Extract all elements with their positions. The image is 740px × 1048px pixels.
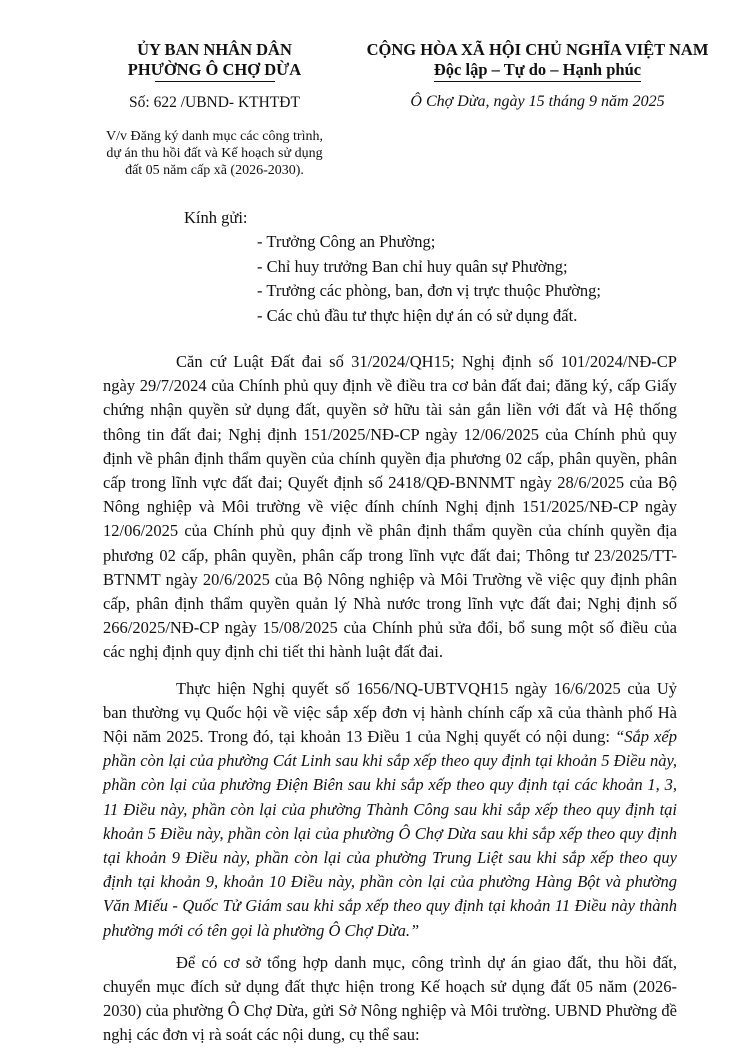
- national-heading-block: [345, 40, 730, 112]
- subject-line: V/v Đăng ký danh mục các công trình,: [106, 129, 323, 144]
- document-body: [103, 206, 677, 1048]
- resolution-intro: Thực hiện Nghị quyết số 1656/NQ-UBTVQH15 ngày 16/6/2025 của Uỷ ban thường vụ Quốc hội về việc sắp xếp đơn vị hành chính cấp xã của thành phố Hà Nội năm 2025. Trong đó, tại khoản 13 Điều 1 của Nghị quyết có nội dung:: [103, 678, 677, 747]
- national-title: CỘNG HÒA XÃ HỘI CHỦ NGHĨA VIỆT NAM: [366, 40, 709, 59]
- recipient-item: - Chỉ huy trưởng Ban chỉ huy quân sự Phường;: [257, 256, 568, 276]
- issuing-authority-block: [82, 40, 347, 179]
- recipient-item: - Trưởng Công an Phường;: [257, 232, 436, 251]
- recipient-item: - Trưởng các phòng, ban, đơn vị trực thuộc Phường;: [257, 281, 602, 300]
- subject-line: đất 05 năm cấp xã (2026-2030).: [125, 163, 304, 178]
- recipient-list: [257, 230, 677, 328]
- document-subject: [82, 128, 347, 179]
- salutation: Kính gửi:: [184, 208, 248, 227]
- subject-line: dự án thu hồi đất và Kế hoạch sử dụng: [106, 146, 323, 161]
- document-header: [0, 40, 740, 190]
- recipient-item: - Các chủ đầu tư thực hiện dự án có sử dụng đất.: [257, 305, 578, 325]
- place-and-date: Ô Chợ Dừa, ngày 15 tháng 9 năm 2025: [410, 93, 665, 110]
- national-motto: Độc lập – Tự do – Hạnh phúc: [434, 60, 641, 82]
- legal-basis-paragraph: Căn cứ Luật Đất đai số 31/2024/QH15; Nghị định số 101/2024/NĐ-CP ngày 29/7/2024 của Chính phủ quy định về điều tra cơ bản đất đai; đăng ký, cấp Giấy chứng nhận quyền sử dụng đất, quyền sở hữu tài sản gắn liền với đất và Hệ thống thông tin đất đai; Nghị định 151/2025/NĐ-CP ngày 12/06/2025 của Chính phủ quy định về phân định thẩm quyền của chính quyền địa phương 02 cấp, phân quyền, phân cấp trong lĩnh vực đất đai; Quyết định số 2418/QĐ-BNNMT ngày 28/6/2025 của Bộ Nông nghiệp và Môi trường về việc đính chính Nghị định 151/2025/NĐ-CP ngày 12/06/2025 của Chính phủ quy định về phân định thẩm quyền của chính quyền địa phương 02 cấp, phân quyền, phân cấp trong lĩnh vực đất đai; Thông tư 23/2025/TT-BTNMT ngày 20/6/2025 của Bộ Nông nghiệp và Môi Trường về việc quy định phân cấp, phân định thẩm quyền quản lý Nhà nước trong lĩnh vực đất đai; Nghị định số 266/2025/NĐ-CP ngày 15/08/2025 của Chính phủ sửa đổi, bổ sung một số điều của các nghị định quy định chi tiết thi hành luật đất đai.: [103, 352, 677, 662]
- resolution-quote: “Sắp xếp phần còn lại của phường Cát Linh sau khi sắp xếp theo quy định tại khoản 5 Điều này, phần còn lại của phường Điện Biên sau khi sắp xếp theo quy định tại các khoản 1, 3, 11 Điều này, phần còn lại của phường Thành Công sau khi sắp xếp theo quy định tại khoản 5 Điều này, phần còn lại của phường Ô Chợ Dừa sau khi sắp xếp theo quy định tại khoản 9 Điều này, phần còn lại của phường Trung Liệt sau khi sắp xếp theo quy định tại khoản 9, khoản 10 Điều này, phần còn lại của phường Hàng Bột và phường Văn Miếu - Quốc Tử Giám sau khi sắp xếp theo quy định tại khoản 11 Điều này thành phường mới có tên gọi là phường Ô Chợ Dừa.”: [103, 727, 677, 940]
- authority-underline: [155, 81, 275, 82]
- resolution-paragraph: [103, 677, 677, 943]
- issuing-authority-name: ỦY BAN NHÂN DÂN: [137, 40, 292, 59]
- document-number: Số: 622 /UBND- KTHTĐT: [129, 94, 300, 111]
- issuing-ward-name: PHƯỜNG Ô CHỢ DỪA: [127, 60, 302, 79]
- request-paragraph: Để có cơ sở tổng hợp danh mục, công trình dự án giao đất, thu hồi đất, chuyển mục đích sử dụng đất thực hiện trong Kế hoạch sử dụng đất 05 năm (2026-2030) của phường Ô Chợ Dừa, gửi Sở Nông nghiệp và Môi trường. UBND Phường đề nghị các đơn vị rà soát các nội dung, cụ thể sau:: [103, 952, 677, 1045]
